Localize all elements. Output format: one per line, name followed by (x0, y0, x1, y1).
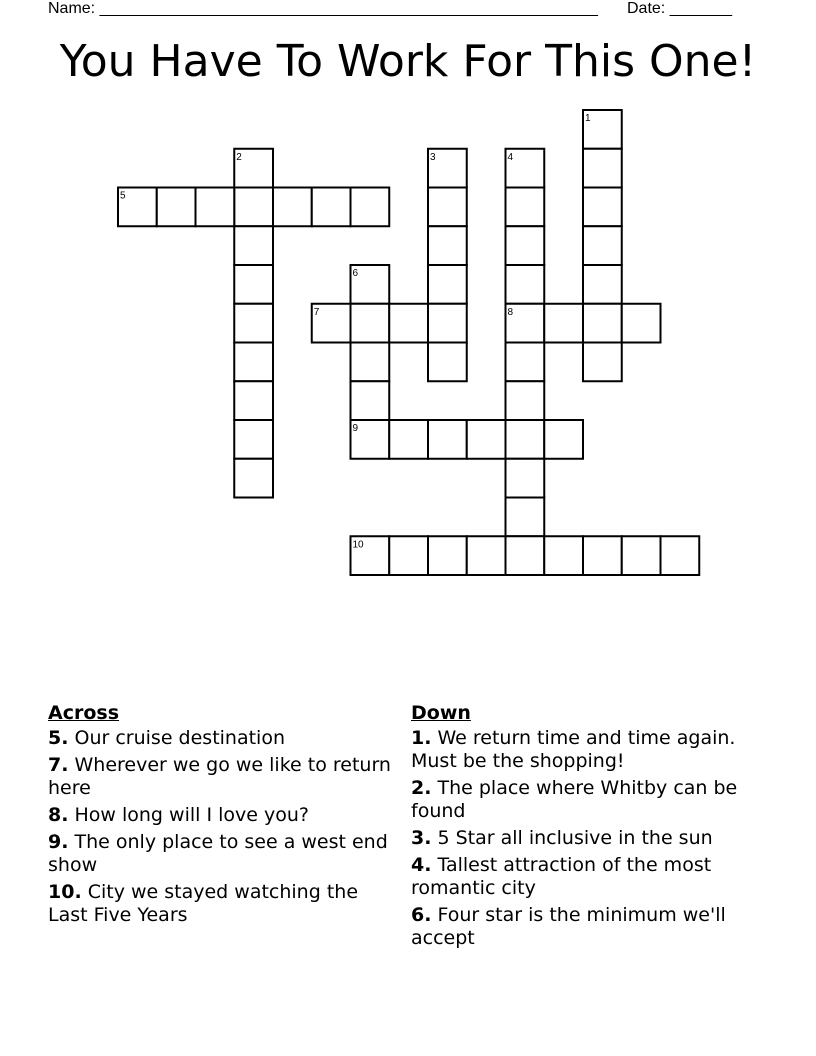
cell-number: 4 (507, 151, 514, 163)
grid-cell[interactable] (234, 226, 273, 265)
clue-text: City we stayed watching the Last Five Years (48, 881, 359, 926)
cell-number: 6 (352, 268, 359, 279)
cell-number: 2 (236, 151, 242, 163)
grid-cell[interactable] (312, 188, 351, 227)
across-heading: Across (48, 702, 120, 724)
down-clue (411, 904, 756, 950)
grid-cell[interactable] (622, 536, 661, 575)
clue-text: The only place to see a west end show (48, 831, 388, 876)
across-clue (48, 831, 393, 877)
grid-cell[interactable] (583, 304, 622, 343)
cell-number: 3 (430, 151, 436, 163)
across-clue (48, 754, 393, 800)
grid-cell[interactable] (583, 343, 622, 382)
clue-number: 9. (48, 831, 69, 853)
down-clue (411, 727, 756, 773)
cell-number: 1 (585, 113, 591, 124)
cell-number: 7 (313, 306, 320, 318)
cell-number: 9 (352, 423, 359, 434)
clue-number: 7. (48, 754, 69, 776)
grid-cell[interactable] (428, 420, 467, 459)
grid-cell[interactable] (273, 188, 312, 227)
grid-cell[interactable] (428, 226, 467, 265)
clue-number: 2. (411, 777, 432, 799)
grid-cell[interactable] (389, 420, 428, 459)
grid-cell[interactable] (506, 226, 545, 265)
cell-number: 5 (120, 190, 126, 202)
grid-cell[interactable] (196, 188, 235, 227)
across-clues (48, 702, 393, 931)
grid-cell[interactable] (506, 536, 545, 575)
grid-cell[interactable] (583, 226, 622, 265)
clue-text: We return time and time again. Must be the shopping! (411, 727, 736, 772)
grid-cell[interactable] (351, 304, 390, 343)
grid-cell[interactable] (622, 304, 661, 343)
grid-cell[interactable] (428, 265, 467, 304)
clue-text: How long will I love you? (68, 804, 309, 826)
grid-cell[interactable] (157, 188, 196, 227)
grid-cell[interactable] (428, 304, 467, 343)
grid-cell[interactable] (428, 343, 467, 382)
grid-cell[interactable] (351, 343, 390, 382)
grid-cell[interactable] (234, 265, 273, 304)
grid-cell[interactable] (351, 381, 390, 420)
across-clue (48, 881, 393, 927)
cell-number: 8 (507, 306, 514, 318)
grid-cell[interactable] (234, 304, 273, 343)
page-title: You Have To Work For This One! (59, 36, 757, 87)
down-clue (411, 777, 756, 823)
clue-number: 10. (48, 881, 82, 903)
grid-cell[interactable] (234, 381, 273, 420)
grid-cell[interactable] (583, 265, 622, 304)
across-clue (48, 804, 393, 827)
down-heading: Down (411, 702, 471, 724)
down-clues (411, 702, 756, 954)
grid-cell[interactable] (389, 304, 428, 343)
grid-cell[interactable] (506, 188, 545, 227)
grid-cell[interactable] (467, 536, 506, 575)
grid-cell[interactable] (544, 420, 583, 459)
grid-cell[interactable] (583, 536, 622, 575)
grid-cell[interactable] (544, 304, 583, 343)
clue-text: Wherever we go we like to return here (48, 754, 391, 799)
grid-cell[interactable] (506, 459, 545, 498)
down-clue (411, 854, 756, 900)
grid-cell[interactable] (583, 188, 622, 227)
grid-cell[interactable] (661, 536, 700, 575)
grid-cell[interactable] (234, 343, 273, 382)
down-clue (411, 827, 756, 850)
grid-cell[interactable] (234, 188, 273, 227)
clue-text: Four star is the minimum we'll accept (411, 904, 726, 949)
clue-text: Our cruise destination (68, 727, 286, 749)
clue-number: 3. (411, 827, 432, 849)
clue-number: 4. (411, 854, 432, 876)
grid-cell[interactable] (506, 498, 545, 537)
grid-cell[interactable] (506, 420, 545, 459)
grid-cell[interactable] (506, 381, 545, 420)
clue-text: 5 Star all inclusive in the sun (431, 827, 713, 849)
clue-number: 5. (48, 727, 69, 749)
across-clue (48, 727, 393, 750)
name-field[interactable]: Name: ________________________________________________________ (48, 0, 598, 17)
clue-text: Tallest attraction of the most romantic city (411, 854, 712, 899)
clue-number: 1. (411, 727, 432, 749)
grid-cell[interactable] (234, 420, 273, 459)
grid-cell[interactable] (506, 265, 545, 304)
grid-cell[interactable] (583, 149, 622, 188)
clue-text: The place where Whitby can be found (411, 777, 738, 822)
grid-cell[interactable] (467, 420, 506, 459)
cell-number: 10 (352, 539, 364, 551)
grid-cell[interactable] (506, 343, 545, 382)
grid-cell[interactable] (428, 188, 467, 227)
grid-cell[interactable] (428, 536, 467, 575)
grid-cell[interactable] (544, 536, 583, 575)
clue-number: 6. (411, 904, 432, 926)
clue-number: 8. (48, 804, 69, 826)
grid-cell[interactable] (389, 536, 428, 575)
grid-cell[interactable] (351, 188, 390, 227)
date-field[interactable]: Date: _______ (627, 0, 732, 17)
grid-cell[interactable] (234, 459, 273, 498)
